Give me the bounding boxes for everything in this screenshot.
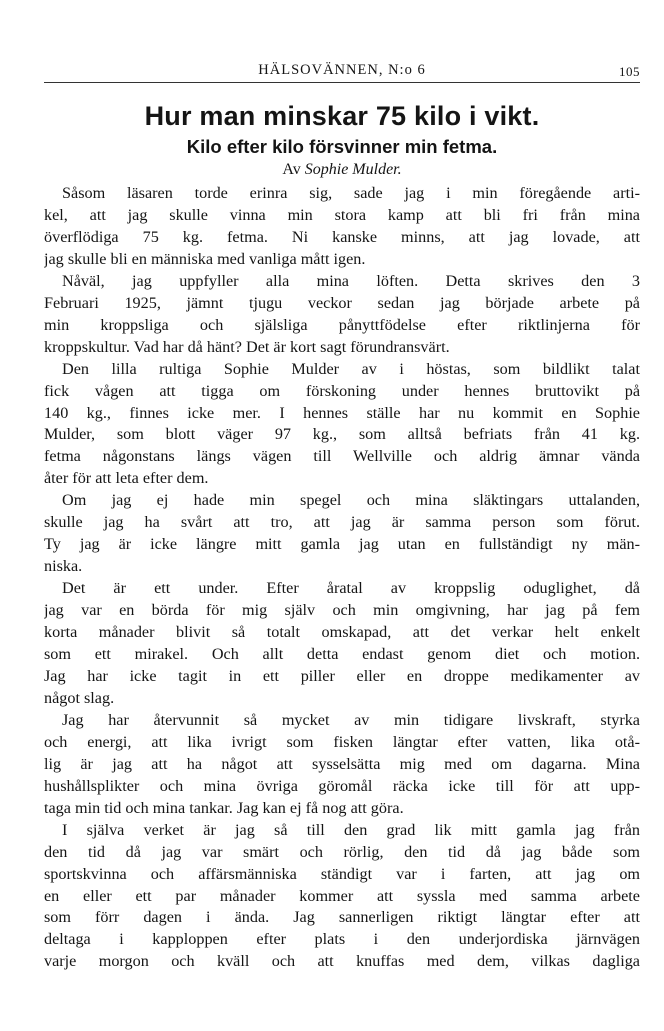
text-line: Om jag ej hade min spegel och mina släktingars uttalanden, — [62, 491, 640, 510]
text-line: I själva verket är jag så till den grad lik mitt gamla jag från — [62, 820, 640, 839]
text-line: niska. — [44, 557, 83, 576]
text-line: överflödiga 75 kg. fetma. Ni kanske minns, att jag lovade, att — [44, 227, 640, 246]
text-line: taga min tid och mina tankar. Jag kan ej få nog att göra. — [44, 798, 404, 817]
paragraph — [44, 578, 640, 710]
text-line: hushållsplikter och mina övriga göromål räcka icke till för att upp- — [44, 776, 640, 795]
text-line: jag skulle bli en människa med vanliga mått igen. — [44, 249, 366, 268]
text-line: Mulder, som blott väger 97 kg., som alltså befriats från 41 kg. — [44, 425, 640, 444]
text-line: som förr dagen i ända. Jag sannerligen riktigt längtar efter att — [44, 908, 640, 927]
byline — [44, 159, 640, 181]
document-page — [44, 60, 640, 973]
text-line: kel, att jag skulle vinna min stora kamp att bli fri från mina — [44, 205, 640, 224]
text-line: Såsom läsaren torde erinra sig, sade jag i min föregående arti- — [62, 184, 640, 202]
paragraph — [44, 271, 640, 359]
text-line: kroppskultur. Vad har då hänt? Det är kort sagt förundransvärt. — [44, 337, 450, 356]
text-line: Februari 1925, jämnt tjugu veckor sedan jag började arbete på — [44, 293, 640, 312]
text-line: Det är ett under. Efter åratal av kroppslig oduglighet, då — [62, 579, 640, 598]
text-line: sportskvinna och affärsmänniska ständigt var i farten, att jag om — [44, 864, 640, 883]
paragraph — [44, 183, 640, 271]
paragraph — [44, 490, 640, 578]
article-subtitle: Kilo efter kilo försvinner min fetma. — [186, 136, 498, 157]
text-line: skulle jag ha svårt att tro, att jag är samma person som förut. — [44, 513, 640, 532]
article-title: Hur man minskar 75 kilo i vikt. — [144, 101, 540, 131]
text-line: en eller ett par månader kommer att syssla med samma arbete — [44, 886, 640, 905]
text-line: lig är jag att ha något att sysselsätta mig med om dagarna. Mina — [44, 754, 640, 773]
paragraph — [44, 710, 640, 820]
text-line: Jag har icke tagit in ett piller eller en droppe medikamenter av — [44, 666, 640, 685]
text-line: jag var en börda för mig själv och min omgivning, har jag på fem — [44, 601, 640, 620]
running-head — [44, 60, 640, 83]
article-body — [44, 183, 640, 973]
author-name: Sophie Mulder. — [304, 161, 402, 178]
paragraph — [44, 359, 640, 491]
page-number: 105 — [619, 64, 640, 79]
text-line: Jag har återvunnit så mycket av min tidigare livskraft, styrka — [62, 710, 640, 729]
byline-prefix: Av — [282, 161, 301, 178]
text-line: min kroppsliga och själsliga pånyttfödelse efter riktlinjerna för — [44, 315, 640, 334]
journal-issue-title: HÄLSOVÄNNEN, N:o 6 — [258, 62, 426, 78]
paragraph — [44, 820, 640, 974]
text-line: korta månader blivit så totalt omskapad, att det verkar helt enkelt — [44, 623, 640, 642]
text-line: deltaga i kapploppen efter plats i den underjordiska järnvägen — [44, 930, 640, 949]
text-line: 140 kg., finnes icke mer. I hennes ställe har nu kommit en Sophie — [44, 403, 640, 422]
text-line: Den lilla rultiga Sophie Mulder av i höstas, som bildlikt talat — [62, 359, 640, 378]
text-line: fick vågen att tigga om förskoning under hennes bruttovikt på — [44, 381, 640, 400]
text-line: och energi, att lika ivrigt som fisken längtar efter vatten, lika otå- — [44, 732, 640, 751]
text-line: något slag. — [44, 688, 115, 707]
text-line: varje morgon och kväll och att knuffas med dem, vilkas dagliga — [44, 952, 640, 971]
text-line: åter för att leta efter dem. — [44, 469, 209, 488]
text-line: den tid då jag var smärt och rörlig, den tid då jag både som — [44, 842, 640, 861]
text-line: Ty jag är icke längre mitt gamla jag utan en fullständigt ny män- — [44, 535, 640, 554]
text-line: fetma någonstans längs vägen till Wellville och aldrig ämnar vända — [44, 447, 640, 466]
text-line: Nåväl, jag uppfyller alla mina löften. Detta skrives den 3 — [62, 271, 640, 290]
text-line: som ett mirakel. Och allt detta endast genom diet och motion. — [44, 645, 640, 664]
